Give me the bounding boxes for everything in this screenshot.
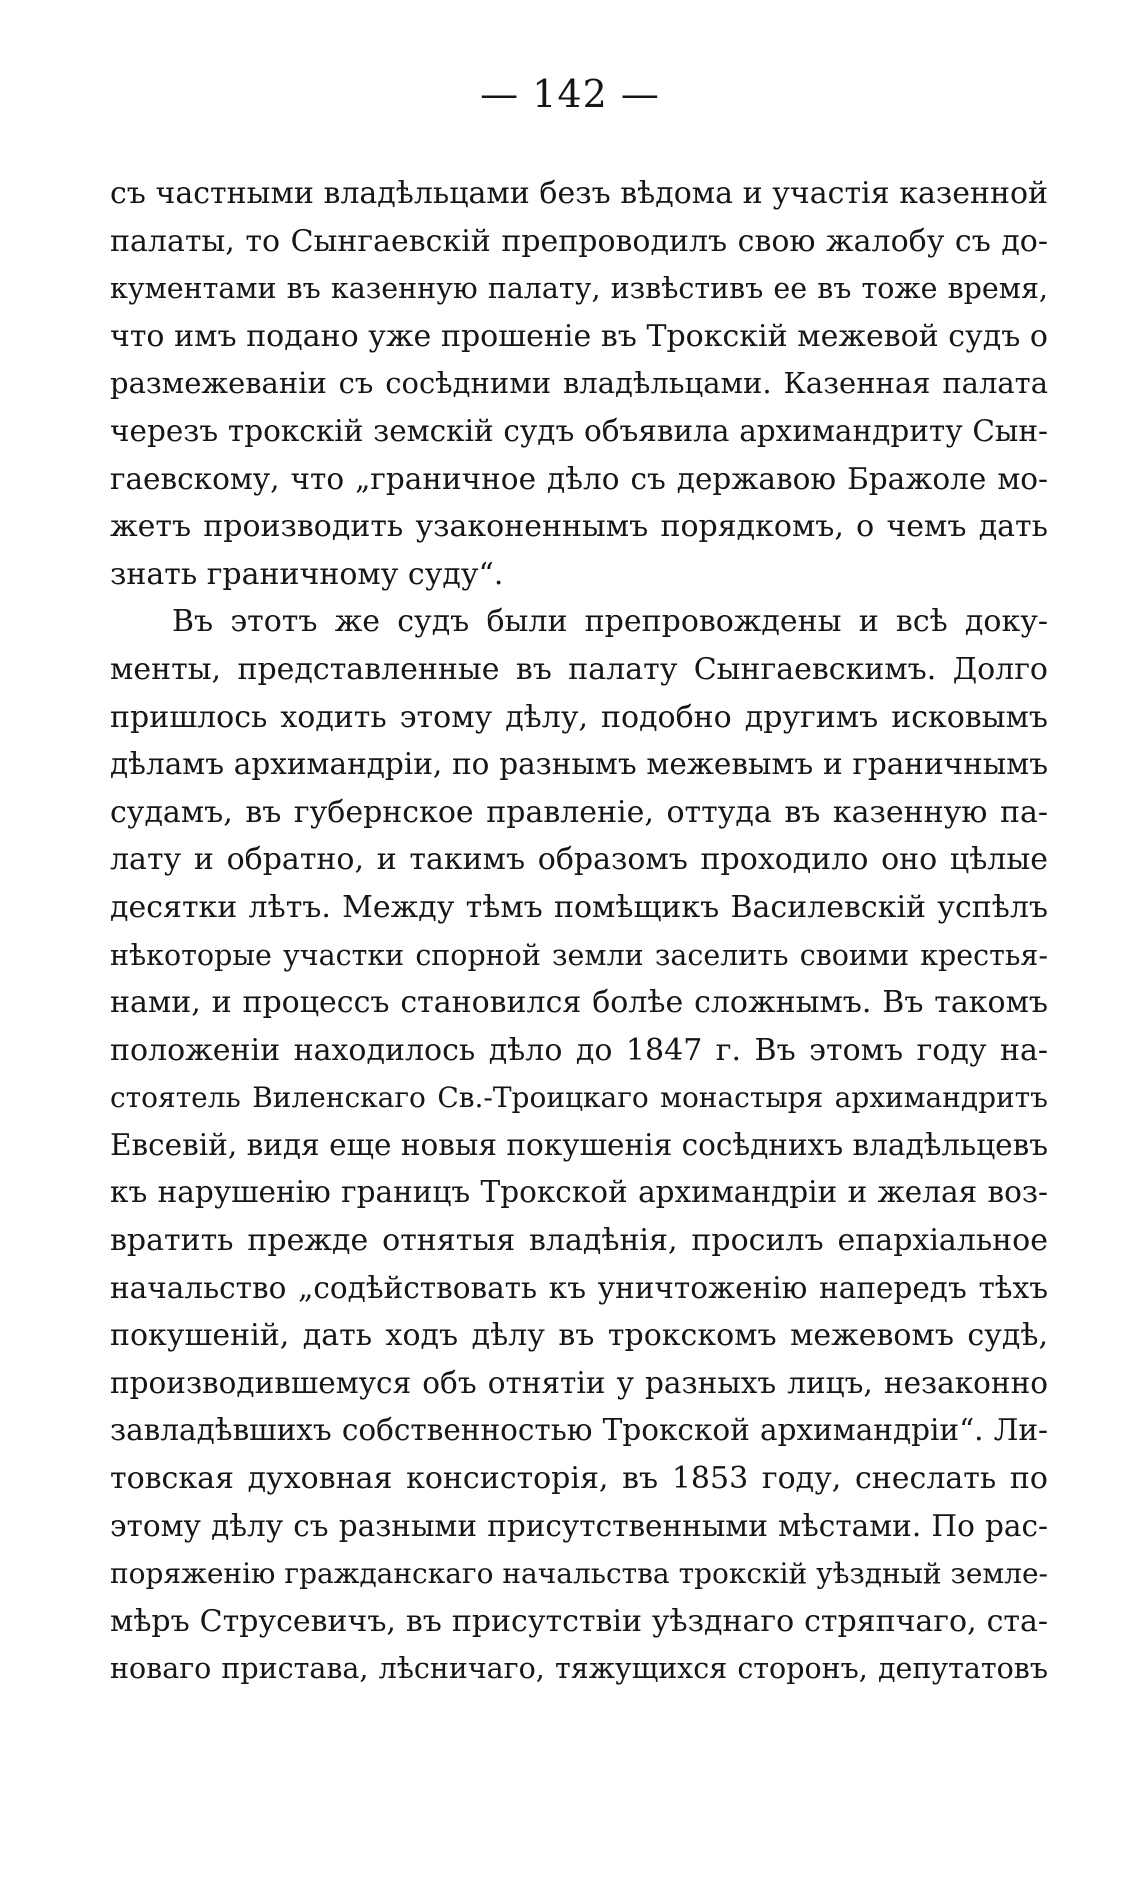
paragraph xyxy=(110,598,1048,1693)
body-text xyxy=(110,170,1048,1693)
text-line: этому дѣлу съ разными присутственными мѣстами. По рас- xyxy=(110,1508,1048,1543)
text-line: начальство „содѣйствовать къ уничтоженію напередъ тѣхъ xyxy=(110,1270,1048,1305)
text-line: гаевскому, что „граничное дѣло съ державою Бражоле мо- xyxy=(110,461,1048,496)
text-line: жетъ производить узаконеннымъ порядкомъ, о чемъ дать xyxy=(110,509,1048,545)
text-line: нѣкоторые участки спорной земли заселить своими крестья- xyxy=(110,938,1048,972)
text-line: стоятель Виленскаго Св.-Троицкаго монастыря архимандритъ xyxy=(110,1081,1048,1115)
text-line: менты, представленные въ палату Сынгаевскимъ. Долго xyxy=(110,651,1048,687)
text-line: завладѣвшихъ собственностью Трокской архимандріи“. Ли- xyxy=(110,1413,1048,1448)
text-line: мѣръ Струсевичъ, въ присутствіи уѣзднаго стряпчаго, ста- xyxy=(110,1603,1048,1639)
text-line: кументами въ казенную палату, извѣстивъ ее въ тоже время, xyxy=(110,272,1048,306)
text-line: пришлось ходить этому дѣлу, подобно другимъ исковымъ xyxy=(110,699,1048,735)
text-line: десятки лѣтъ. Между тѣмъ помѣщикъ Василевскій успѣлъ xyxy=(110,889,1048,925)
text-line: производившемуся объ отнятіи у разныхъ лицъ, незаконно xyxy=(110,1365,1048,1400)
text-line: новаго пристава, лѣсничаго, тяжущихся сторонъ, депутатовъ xyxy=(110,1652,1048,1686)
text-line: Въ этотъ же судъ были препровождены и всѣ доку- xyxy=(172,604,1048,640)
text-line: лату и обратно, и такимъ образомъ проходило оно цѣлые xyxy=(110,842,1048,878)
page-number: — 142 — xyxy=(480,72,660,116)
paragraph xyxy=(110,170,1048,598)
text-line: дѣламъ архимандріи, по разнымъ межевымъ и граничнымъ xyxy=(110,747,1048,782)
text-line: судамъ, въ губернское правленіе, оттуда въ казенную па- xyxy=(110,794,1048,830)
text-line: поряженію гражданскаго начальства трокскій уѣздный земле- xyxy=(110,1557,1048,1591)
text-line: покушеній, дать ходъ дѣлу въ трокскомъ межевомъ судѣ, xyxy=(110,1318,1048,1354)
text-line: палаты, то Сынгаевскій препроводилъ свою жалобу съ до- xyxy=(110,223,1048,259)
text-line: къ нарушенію границъ Трокской архимандріи и желая воз- xyxy=(110,1175,1048,1210)
text-line: положеніи находилось дѣло до 1847 г. Въ этомъ году на- xyxy=(110,1032,1048,1068)
text-line: нами, и процессъ становился болѣе сложнымъ. Въ такомъ xyxy=(110,985,1048,1021)
text-line: товская духовная консисторія, въ 1853 году, снеслать по xyxy=(110,1461,1048,1497)
text-line: черезъ трокскій земскій судъ объявила архимандриту Сын- xyxy=(110,413,1048,448)
text-line: знать граничному суду“. xyxy=(110,556,504,592)
text-line: съ частными владѣльцами безъ вѣдома и участія казенной xyxy=(110,176,1048,211)
text-line: размежеваніи съ сосѣдними владѣльцами. Казенная палата xyxy=(110,366,1048,401)
text-line: вратить прежде отнятыя владѣнія, просилъ епархіальное xyxy=(110,1223,1048,1259)
text-line: что имъ подано уже прошеніе въ Трокскій межевой судъ о xyxy=(110,318,1048,354)
text-line: Евсевій, видя еще новыя покушенія сосѣднихъ владѣльцевъ xyxy=(110,1127,1048,1162)
